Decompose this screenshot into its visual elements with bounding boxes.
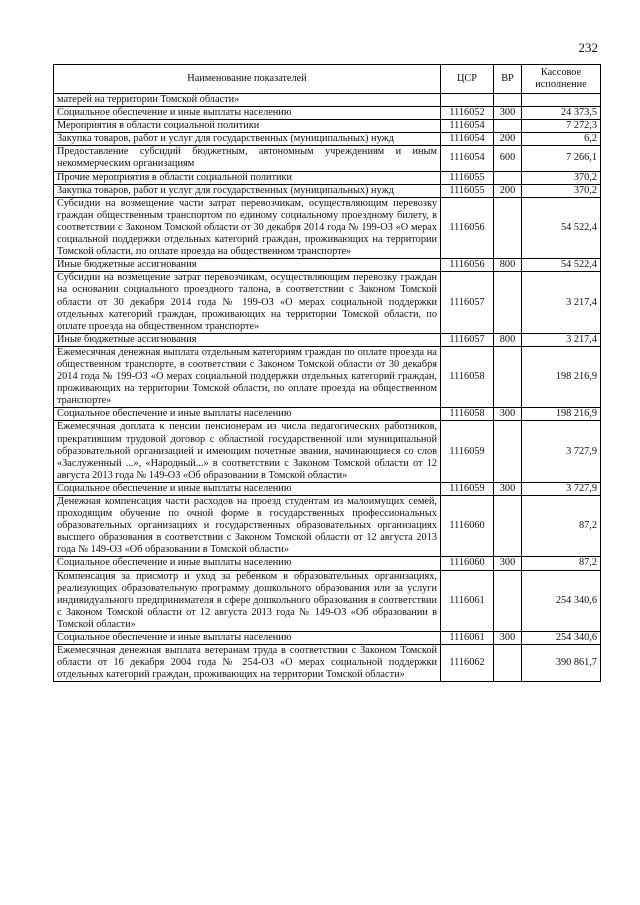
table-body: [54, 94, 601, 682]
row-sum: 254 340,6: [522, 632, 601, 645]
row-name: Субсидии на возмещение затрат перевозчикам, осуществляющим перевозку граждан на основании социального проездного талона, в соответствии с Законом Томской области от 30 декабря 2014 года № 199-ОЗ «О мерах социальной поддержки отдельных категорий граждан, проживающих на территории Томской области, по оплате проезда на общественном транспорте»: [54, 272, 441, 333]
row-name: Субсидии на возмещение части затрат перевозчикам, осуществляющим перевозку граждан общественным транспортом по единому социальному проездному билету, в соответствии с Законом Томской области от 30 декабря 2014 года № 199-ОЗ «О мерах социальной поддержки отдельных категорий граждан, проживающих на территории Томской области, по оплате проезда на общественном транспорте»: [54, 197, 441, 258]
table-header-row: [54, 65, 601, 94]
row-sum: 87,2: [522, 496, 601, 557]
row-vr: 300: [494, 408, 522, 421]
row-name: Мероприятия в области социальной политики: [54, 120, 441, 133]
row-sum: 3 727,9: [522, 421, 601, 482]
row-name: матерей на территории Томской области»: [54, 94, 441, 107]
row-csr: 1116054: [441, 146, 494, 171]
table-row: [54, 645, 601, 682]
row-csr: 1116058: [441, 346, 494, 407]
row-vr: [494, 346, 522, 407]
row-vr: [494, 171, 522, 184]
row-sum: 370,2: [522, 184, 601, 197]
row-csr: 1116057: [441, 333, 494, 346]
row-sum: 87,2: [522, 557, 601, 570]
table-row: [54, 184, 601, 197]
row-sum: 390 861,7: [522, 645, 601, 682]
header-name: Наименование показателей: [54, 65, 441, 94]
row-sum: 198 216,9: [522, 346, 601, 407]
row-vr: 800: [494, 333, 522, 346]
row-name: Социальное обеспечение и иные выплаты населению: [54, 408, 441, 421]
row-sum: 6,2: [522, 133, 601, 146]
row-name: Денежная компенсация части расходов на проезд студентам из малоимущих семей, проходящим обучение по очной форме в государственных профессиональных образовательных организациях и государственных образовательных организациях высшего образования в соответствии с Законом Томской области от 12 августа 2013 года № 149-ОЗ «Об образовании в Томской области»: [54, 496, 441, 557]
row-vr: [494, 496, 522, 557]
row-sum: 3 217,4: [522, 333, 601, 346]
table-row: [54, 333, 601, 346]
row-csr: 1116056: [441, 259, 494, 272]
row-csr: 1116054: [441, 120, 494, 133]
row-name: Закупка товаров, работ и услуг для государственных (муниципальных) нужд: [54, 133, 441, 146]
table-row: [54, 146, 601, 171]
table-row: [54, 272, 601, 333]
table-row: [54, 496, 601, 557]
row-sum: 54 522,4: [522, 259, 601, 272]
table-row: [54, 557, 601, 570]
row-sum: 3 217,4: [522, 272, 601, 333]
row-csr: 1116061: [441, 570, 494, 631]
row-vr: 200: [494, 184, 522, 197]
row-name: Предоставление субсидий бюджетным, автономным учреждениям и иным некоммерческим организациям: [54, 146, 441, 171]
table-row: [54, 133, 601, 146]
row-csr: 1116059: [441, 482, 494, 495]
table-row: [54, 632, 601, 645]
table-row: [54, 570, 601, 631]
row-name: Социальное обеспечение и иные выплаты населению: [54, 557, 441, 570]
row-vr: 200: [494, 133, 522, 146]
row-sum: 254 340,6: [522, 570, 601, 631]
row-csr: 1116058: [441, 408, 494, 421]
row-name: Социальное обеспечение и иные выплаты населению: [54, 632, 441, 645]
table-row: [54, 346, 601, 407]
row-csr: 1116056: [441, 197, 494, 258]
row-vr: [494, 421, 522, 482]
table-row: [54, 120, 601, 133]
row-name: Социальное обеспечение и иные выплаты населению: [54, 107, 441, 120]
row-name: Иные бюджетные ассигнования: [54, 333, 441, 346]
row-sum: 370,2: [522, 171, 601, 184]
table-row: [54, 421, 601, 482]
table-row: [54, 107, 601, 120]
row-csr: 1116060: [441, 557, 494, 570]
row-name: Закупка товаров, работ и услуг для государственных (муниципальных) нужд: [54, 184, 441, 197]
row-vr: 800: [494, 259, 522, 272]
row-csr: 1116052: [441, 107, 494, 120]
row-name: Ежемесячная доплата к пенсии пенсионерам из числа педагогических работников, прекратившим трудовой договор с областной государственной или муниципальной образовательной организацией и имеющим почетные звания, начинающиеся со слов «Заслуженный ...», «Народный...» в соответствии с Законом Томской области от 12 августа 2013 года № 149-ОЗ «Об образовании в Томской области»: [54, 421, 441, 482]
row-sum: [522, 94, 601, 107]
row-csr: [441, 94, 494, 107]
table-row: [54, 482, 601, 495]
row-sum: 24 373,5: [522, 107, 601, 120]
table-row: [54, 408, 601, 421]
header-csr: ЦСР: [441, 65, 494, 94]
row-sum: 54 522,4: [522, 197, 601, 258]
row-csr: 1116059: [441, 421, 494, 482]
row-vr: 300: [494, 632, 522, 645]
row-name: Прочие мероприятия в области социальной политики: [54, 171, 441, 184]
row-name: Ежемесячная денежная выплата ветеранам труда в соответствии с Законом Томской области от 16 декабря 2004 года № 254-ОЗ «О мерах социальной поддержки отдельных категорий граждан, проживающих на территории Томской области»: [54, 645, 441, 682]
row-sum: 198 216,9: [522, 408, 601, 421]
table-row: [54, 197, 601, 258]
row-csr: 1116062: [441, 645, 494, 682]
row-csr: 1116060: [441, 496, 494, 557]
row-name: Ежемесячная денежная выплата отдельным категориям граждан по оплате проезда на общественном транспорте, в соответствии с Законом Томской области от 30 декабря 2014 года № 199-ОЗ «О мерах социальной поддержки отдельных категорий граждан, проживающих на территории Томской области, по оплате проезда на общественном транспорте»: [54, 346, 441, 407]
row-vr: 300: [494, 557, 522, 570]
row-sum: 7 266,1: [522, 146, 601, 171]
row-csr: 1116061: [441, 632, 494, 645]
row-vr: 600: [494, 146, 522, 171]
row-sum: 3 727,9: [522, 482, 601, 495]
row-vr: [494, 570, 522, 631]
row-name: Иные бюджетные ассигнования: [54, 259, 441, 272]
row-name: Социальное обеспечение и иные выплаты населению: [54, 482, 441, 495]
row-name: Компенсация за присмотр и уход за ребенком в образовательных организациях, реализующих образовательную программу дошкольного образования или за услуги индивидуального предпринимателя в сфере дошкольного образования в соответствии с Законом Томской области от 12 августа 2013 года № 149-ОЗ «Об образовании в Томской области»: [54, 570, 441, 631]
table-row: [54, 259, 601, 272]
row-vr: [494, 272, 522, 333]
row-vr: [494, 120, 522, 133]
row-csr: 1116057: [441, 272, 494, 333]
row-vr: 300: [494, 107, 522, 120]
header-vr: ВР: [494, 65, 522, 94]
row-vr: [494, 94, 522, 107]
row-vr: [494, 645, 522, 682]
row-csr: 1116055: [441, 184, 494, 197]
page-number: 232: [578, 40, 598, 55]
header-sum: Кассовое исполнение: [522, 65, 601, 94]
budget-table: [53, 64, 601, 682]
row-csr: 1116055: [441, 171, 494, 184]
table-row: [54, 94, 601, 107]
table-row: [54, 171, 601, 184]
row-csr: 1116054: [441, 133, 494, 146]
row-sum: 7 272,3: [522, 120, 601, 133]
row-vr: [494, 197, 522, 258]
row-vr: 300: [494, 482, 522, 495]
